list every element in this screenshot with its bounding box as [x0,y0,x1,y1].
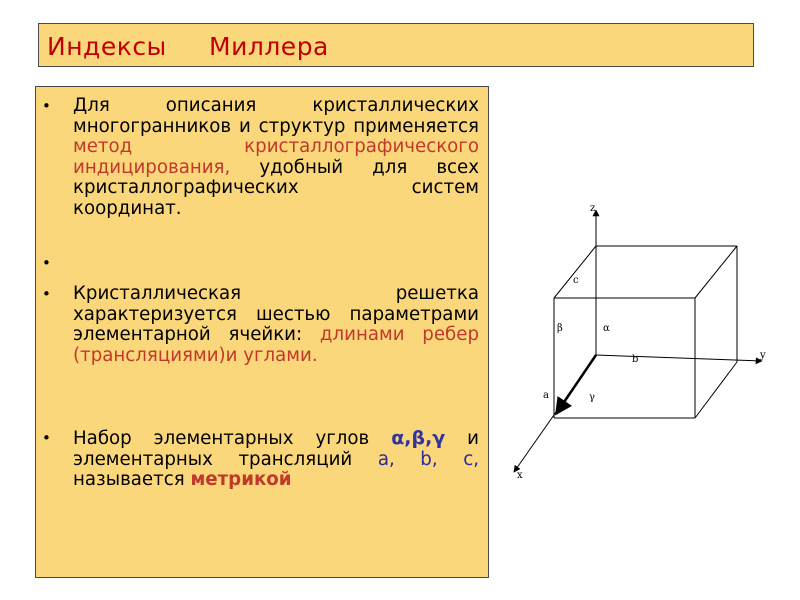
paragraph-3 [73,284,479,366]
p4-angles: α,β,γ [391,427,446,449]
title-word-1: Индексы [47,32,167,61]
paragraph-1 [73,96,479,219]
p4-term: метрикой [190,469,292,490]
bullet-4: • [42,429,51,447]
bullet-3: • [42,285,51,303]
p4-mid: и элементарных трансляций [73,428,479,470]
cube-edge [554,246,596,298]
p4-translations: a, b, c, [377,448,479,470]
unit-cell-figure [505,195,785,495]
p1-text: Для описания кристаллических многогранников и структур применяется [73,95,479,137]
p4-mid2: называется [73,469,191,490]
p1-highlight: метод кристаллографического индицирования, [73,136,479,178]
content-box [35,86,489,578]
edge-a-label: a [543,390,549,401]
bullet-1: • [42,97,51,115]
edge-b-label: b [632,354,639,365]
cube-edge [695,362,737,418]
vector-a [556,355,596,414]
angle-beta-label: β [557,323,563,334]
slide-title [47,32,329,61]
p3-text: Кристаллическая решетка характеризуется шестью параметрами элементарной ячейки: [73,283,479,345]
angle-alpha-label: α [603,323,610,334]
paragraph-4 [73,428,479,491]
title-word-2: Миллера [209,32,329,61]
bullet-2: • [42,254,51,272]
p1-tail: удобный для всех кристаллографических систем координат. [73,156,479,219]
axis-z-label: z [590,203,596,214]
p3-highlight: длинами ребер (трансляциями)и углами. [73,324,479,366]
axis-y-label: y [760,350,766,361]
title-bar [38,23,754,67]
cube-edge [695,246,737,298]
p4-text: Набор элементарных углов [73,428,392,449]
angle-gamma-label: γ [589,392,595,403]
axis-x-label: x [517,470,523,481]
edge-c-label: c [573,275,579,286]
